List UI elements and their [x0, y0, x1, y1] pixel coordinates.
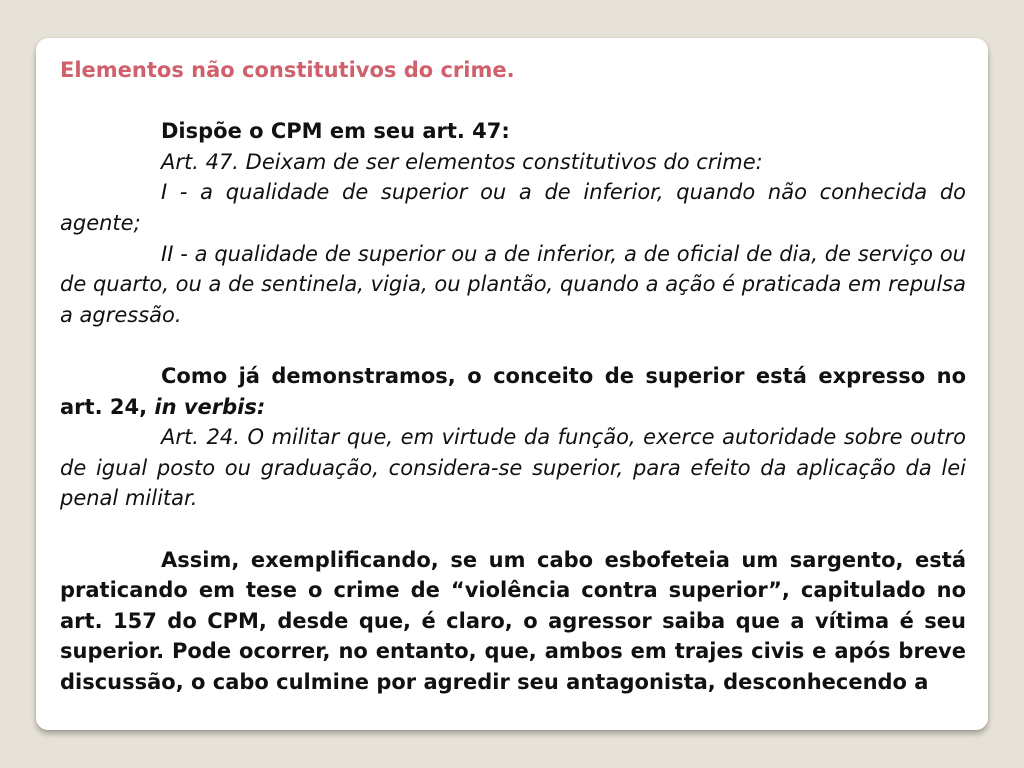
slide-title: Elementos não constitutivos do crime.	[60, 58, 515, 82]
art47-item-2: II - a qualidade de superior ou a de inferior, a de oficial de dia, de serviço ou de quarto, ou a de sentinela, vigia, ou plantão, quando a ação é praticada em repulsa a agressão.	[60, 241, 966, 327]
art24-text: Art. 24. O militar que, em virtude da função, exerce autoridade sobre outro de igual posto ou graduação, considera-se superior, para efeito da aplicação da lei penal militar.	[60, 425, 966, 511]
slide-content	[60, 55, 966, 697]
example-paragraph: Assim, exemplificando, se um cabo esbofeteia um sargento, está praticando em tese o crime de “violência contra superior”, capitulado no art. 157 do CPM, desde que, é claro, o agressor saiba que a vítima é seu superior. Pode ocorrer, no entanto, que, ambos em trajes civis e após breve discussão, o cabo culmine por agredir seu antagonista, desconhecendo a	[60, 547, 966, 694]
spacer	[60, 86, 966, 117]
cpm-art47-intro: Dispõe o CPM em seu art. 47:	[161, 119, 510, 144]
superior-concept-text: Como já demonstramos, o conceito de superior está expresso no art. 24,	[60, 363, 966, 419]
art47-header: Art. 47. Deixam de ser elementos constitutivos do crime:	[161, 149, 763, 174]
spacer	[60, 330, 966, 361]
superior-concept-paragraph	[60, 361, 966, 422]
slide-card	[36, 38, 988, 730]
art47-item-1: I - a qualidade de superior ou a de inferior, quando não conhecida do agente;	[60, 180, 966, 235]
spacer	[60, 514, 966, 545]
in-verbis: in verbis:	[154, 394, 266, 419]
